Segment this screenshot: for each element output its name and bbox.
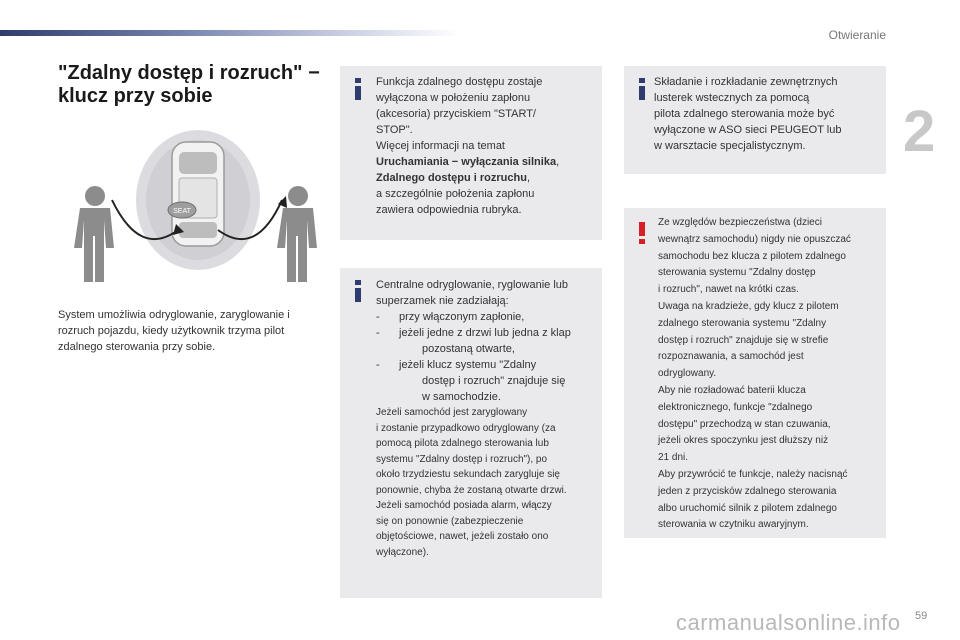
keyless-access-illustration [60,118,330,298]
page-title-line2: klucz przy sobie [58,85,213,107]
text-line: sterowania w czytniku awaryjnym. [658,519,809,531]
list-dash: - [376,359,380,371]
text-line: około trzydziestu sekundach zarygluje się [376,469,560,480]
text-line: jeden z przycisków zdalnego sterowania [658,485,837,497]
text-line: superzamek nie zadziałają: [376,295,509,307]
chapter-number: 2 [903,99,936,164]
text-line: Jeżeli samochód posiada alarm, włączy [376,500,552,511]
page-title [58,62,338,108]
info-box-central-locking-text [376,277,598,560]
list-item [376,309,598,325]
text-line: a szczególnie położenia zapłonu [376,188,535,200]
text-line: Aby przywrócić te funkcje, należy nacisnąć [658,468,848,480]
info-box-mirrors [624,66,886,174]
text-line: albo uruchomić silnik z pilotem zdalnego [658,502,837,514]
person-left-icon [74,186,114,282]
list-text: jeżeli klucz systemu "Zdalny [399,359,537,371]
cross-reference-link: Uruchamiania − wyłączania silnika [376,156,557,168]
text-line: elektronicznego, funkcje "zdalnego [658,401,813,413]
text-line: Więcej informacji na temat [376,140,505,152]
car-badge: SEAT [173,208,191,215]
info-icon [634,78,650,100]
text-line: pomocą pilota zdalnego sterowania lub [376,438,549,449]
text-line [376,154,596,170]
list-text: dostęp i rozruch" znajduje się [422,375,566,387]
list-text: w samochodzie. [422,391,501,403]
relock-paragraph [376,405,598,560]
text-line: sterowania systemu "Zdalny dostęp [658,267,816,279]
text-line: Ze względów bezpieczeństwa (dzieci [658,217,822,228]
text-line: (akcesoria) przyciskiem "START/ [376,108,536,120]
header-accent-bar [0,30,460,36]
text-line: objętościowe, nawet, jeżeli zostało ono [376,531,549,542]
info-box-ignition-text [376,74,596,218]
punctuation: , [526,172,531,184]
text-line: i rozruch", nawet na krótki czas. [658,284,799,296]
text-line: Jeżeli samochód jest zaryglowany [376,407,528,418]
page-title-line1: "Zdalny dostęp i rozruch" − [58,62,320,84]
warning-box-safety-text [658,215,882,534]
text-line: wyłączone w ASO sieci PEUGEOT lub [654,124,842,136]
watermark: carmanualsonline.info [676,610,901,635]
text-line: wyłączona w położeniu zapłonu [376,92,531,104]
text-line: dostępu" przechodzą w stan czuwania, [658,418,831,430]
text-line: Centralne odryglowanie, ryglowanie lub [376,279,569,291]
warning-box-safety [624,208,886,538]
text-line: STOP". [376,124,413,136]
text-line: wewnątrz samochodu) nigdy nie opuszczać [658,233,851,245]
text-line: w warsztacie specjalistycznym. [654,140,806,152]
text-line: lusterek wstecznych za pomocą [654,92,810,104]
info-icon [350,78,366,100]
list-text: jeżeli jedne z drzwi lub jedna z klap [399,327,571,339]
text-line [376,170,596,186]
intro-text: System umożliwia odryglowanie, zaryglowanie i rozruch pojazdu, kiedy użytkownik trzyma pilot zdalnego sterowania przy sobie. [58,309,290,353]
punctuation: , [556,156,560,168]
text-line: 21 dni. [658,452,689,464]
text-line: Uwaga na kradzieże, gdy klucz z pilotem [658,300,839,312]
list-dash: - [376,311,380,323]
text-line: rozpoznawania, a samochód jest [658,351,804,363]
info-box-ignition [340,66,602,240]
text-line: pilota zdalnego sterowania może być [654,108,835,120]
cross-reference-link: Zdalnego dostępu i rozruchu [376,172,527,184]
list-item [376,325,598,357]
text-line: zdalnego sterowania systemu "Zdalny [658,317,827,329]
list-item [376,357,598,405]
text-line: zawiera odpowiednia rubryka. [376,204,522,216]
page-number: 59 [915,610,928,622]
text-line: odryglowany. [658,368,717,380]
text-line: się on ponownie (zabezpieczenie [376,515,524,527]
info-box-mirrors-text [654,74,879,154]
text-line: systemu "Zdalny dostęp i rozruch"), po [376,453,548,465]
info-icon [350,280,366,302]
list-text: pozostaną otwarte, [422,343,515,355]
text-line: Składanie i rozkładanie zewnętrznych [654,76,838,88]
list-dash: - [376,327,380,339]
text-line: i zostanie przypadkowo odryglowany (za [376,422,556,434]
list-text: przy włączonym zapłonie, [399,311,525,323]
text-line: samochodu bez klucza z pilotem zdalnego [658,250,846,262]
text-line: Aby nie rozładować baterii klucza [658,384,806,396]
text-line: wyłączone). [376,546,429,558]
warning-icon [634,222,650,244]
text-line: dostęp i rozruch" znajduje się w strefie [658,334,829,346]
key-fob-icon [168,202,196,218]
text-line: ponownie, chyba że zostaną otwarte drzwi. [376,484,567,496]
text-line: jeżeli okres spoczynku jest dłuższy niż [658,435,829,447]
section-title: Otwieranie [828,28,886,42]
text-line: Funkcja zdalnego dostępu zostaje [376,76,543,88]
info-box-central-locking [340,268,602,598]
condition-list [376,309,598,405]
